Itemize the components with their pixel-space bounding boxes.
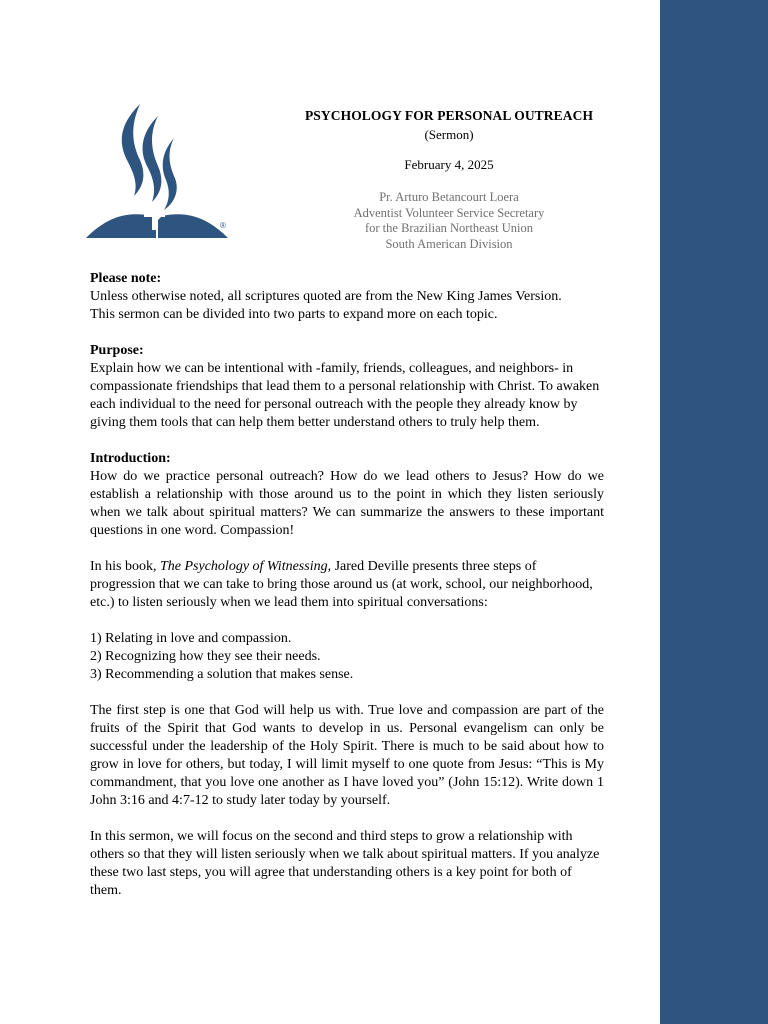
introduction-heading: Introduction: (90, 451, 171, 466)
registered-mark: ® (220, 221, 226, 230)
introduction-text: How do we practice personal outreach? How do we lead others to Jesus? How do we establish a relationship with those around us to the point in which they listen seriously when we talk about spiritual matters? We can summarize the answers to these important questions in one word. Compassion! (90, 469, 604, 538)
step-item: 1) Relating in love and compassion. (90, 631, 292, 646)
church-logo (84, 104, 230, 240)
author-block (294, 190, 604, 252)
note-line: Unless otherwise noted, all scriptures quoted are from the New King James Version. (90, 289, 562, 304)
purpose-text: Explain how we can be intentional with -family, friends, colleagues, and neighbors- in compassionate friendships that lead them to a personal relationship with Christ. To awaken each individual to the need for personal outreach with the people they already know by giving them tools that can help them better understand others to truly help them. (90, 361, 600, 430)
book-paragraph (90, 558, 604, 612)
purpose-heading: Purpose: (90, 343, 144, 358)
book-title: The Psychology of Witnessing (160, 559, 328, 574)
decorative-sidebar (660, 0, 768, 1024)
document-date: February 4, 2025 (404, 157, 494, 172)
step-item: 2) Recognizing how they see their needs. (90, 649, 321, 664)
focus-paragraph: In this sermon, we will focus on the second and third steps to grow a relationship with others so that they will listen seriously when we talk about spiritual matters. If you analyze these two last steps, you will agree that understanding others is a key point for both of them. (90, 829, 600, 898)
author-union: for the Brazilian Northeast Union (364, 221, 533, 235)
first-step-paragraph: The first step is one that God will help us with. True love and compassion are part of the fruits of the Spirit that God wants to develop in us. Personal evangelism can only be successful under the leadership of the Holy Spirit. There is much to be said about how to grow in love for others, but today, I will limit myself to one quote from Jesus: “This is My commandment, that you love one another as I have loved you” (John 15:12). Write down 1 John 3:16 and 4:7-12 to study later today by yourself. (90, 703, 604, 808)
document-title: PSYCHOLOGY FOR PERSONAL OUTREACH (304, 108, 594, 123)
document-subtitle: (Sermon) (424, 127, 474, 142)
book-intro: In his book, (90, 559, 160, 574)
author-name: Pr. Arturo Betancourt Loera (379, 190, 519, 204)
note-line: This sermon can be divided into two parts to expand more on each topic. (90, 307, 498, 322)
author-role: Adventist Volunteer Service Secretary (353, 205, 545, 220)
note-heading: Please note: (90, 271, 162, 286)
author-division: South American Division (385, 236, 513, 251)
book-description: , Jared Deville presents three steps of progression that we can take to bring those around us (at work, school, our neighborhood, etc.) to listen seriously when we lead them into spiritual conversations: (90, 559, 593, 610)
step-item: 3) Recommending a solution that makes sense. (90, 667, 354, 682)
sermon-body (90, 270, 604, 900)
adventist-church-logo-icon (84, 104, 230, 240)
